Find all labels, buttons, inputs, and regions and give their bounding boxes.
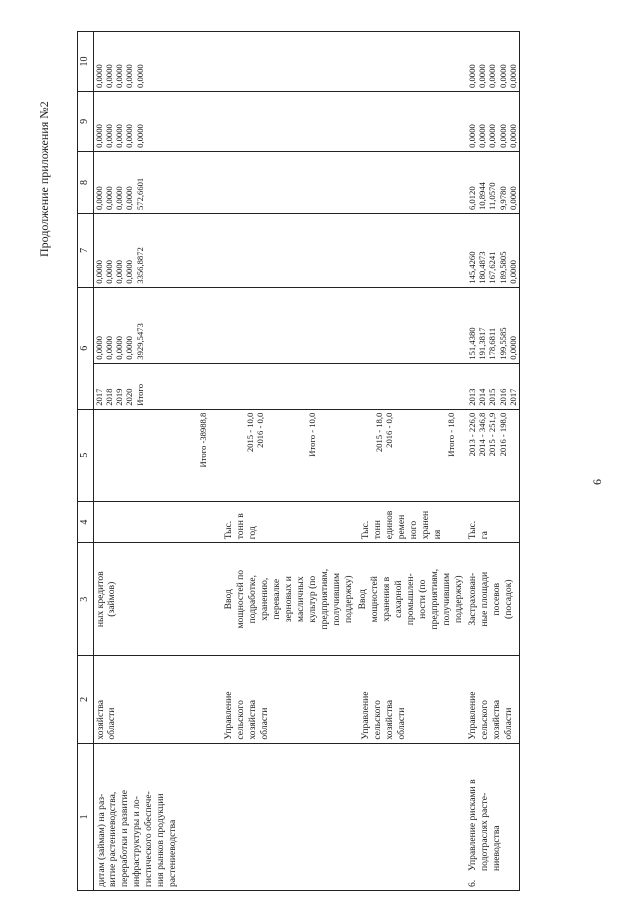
- table-row: [466, 32, 520, 891]
- indicator-text: Ввод мощностей хранения в сахарной промышлен- ности (по предприятиям, получившим поддержку): [356, 568, 464, 630]
- target-values: 2013 - 226,0 2014 - 346,8 2015 - 251,9 2016 - 198,0: [466, 412, 508, 457]
- years-list: 2013 2014 2015 2016 2017: [466, 388, 518, 406]
- measure-text: дитам (займам) на раз- витие растениеводства, переработки и развитие инфраструктуры и ло- гистического обеспече- ния рынков продукции растениеводства: [95, 789, 179, 887]
- col-num-7: 7: [78, 214, 94, 288]
- value-col-10: 0,0000 0,0000 0,0000 0,0000 0,0000: [93, 64, 145, 88]
- value-col-10: 0,0000 0,0000 0,0000 0,0000 0,0000: [466, 64, 518, 88]
- target-values: Итого -38988,8: [197, 412, 208, 468]
- unit-text: Тыс. тонн в год: [222, 513, 258, 540]
- indicator-text: ных кредитов (займов): [94, 571, 118, 628]
- indicator-text: Застрахован- ные площади посевов (посадок): [466, 571, 514, 627]
- col-num-9: 9: [78, 91, 94, 151]
- value-col-6: 151,4380 191,3817 178,6811 199,5585 0,0000: [466, 327, 518, 360]
- indicator-text: Ввод мощностей по подработке, хранению, перевалке зерновых и масличных культур (по предприятиям, получившим поддержку): [222, 568, 354, 630]
- program-table: [77, 31, 520, 891]
- row-number: 6.: [466, 879, 478, 887]
- column-number-row: [78, 32, 94, 891]
- value-col-7: 145,4260 180,4873 167,6241 189,5805 0,0000: [466, 251, 518, 284]
- value-col-7: 0,0000 0,0000 0,0000 0,0000 3356,8872: [93, 247, 145, 284]
- table-row: [209, 32, 356, 891]
- appendix-title: Продолжение приложения №2: [37, 101, 51, 257]
- table-row: [93, 32, 209, 891]
- unit-text: Тыс. тонн единов ремен ного хранен ия: [359, 510, 443, 540]
- unit-text: Тыс. га: [466, 520, 490, 540]
- executor-text: Управление сельского хозяйства области: [222, 691, 270, 740]
- value-col-9: 0,0000 0,0000 0,0000 0,0000 0,0000: [466, 124, 518, 148]
- target-values: 2015 - 10,0 2016 - 0,0 Итого - 10,0: [244, 412, 317, 457]
- measure-text: Управление рисками в подотраслях расте- ниеводства: [466, 779, 502, 871]
- col-num-6: 6: [78, 287, 94, 409]
- value-col-8: 0,0000 0,0000 0,0000 0,0000 572,6601: [93, 177, 145, 211]
- col-num-3: 3: [78, 543, 94, 656]
- value-col-8: 6,0120 10,8944 11,0570 9,9780 0,0000: [466, 182, 518, 211]
- col-num-10: 10: [78, 32, 94, 92]
- target-values: 2015 - 18,0 2016 - 0,0 Итого - 18,0: [373, 412, 456, 457]
- value-col-6: 0,0000 0,0000 0,0000 0,0000 3929,5473: [93, 323, 145, 360]
- col-num-4: 4: [78, 501, 94, 542]
- executor-text: Управление сельского хозяйства области: [359, 691, 407, 740]
- executor-text: Управление сельского хозяйства области: [466, 691, 514, 740]
- table-row: [356, 32, 466, 891]
- col-num-5: 5: [78, 409, 94, 501]
- value-col-9: 0,0000 0,0000 0,0000 0,0000 0,0000: [93, 124, 145, 148]
- col-num-8: 8: [78, 151, 94, 213]
- page-number: 6: [590, 479, 604, 485]
- col-num-1: 1: [78, 743, 94, 890]
- years-list: 2017 2018 2019 2020 Итого: [93, 383, 145, 406]
- col-num-2: 2: [78, 656, 94, 744]
- executor-text: хозяйства области: [94, 699, 118, 740]
